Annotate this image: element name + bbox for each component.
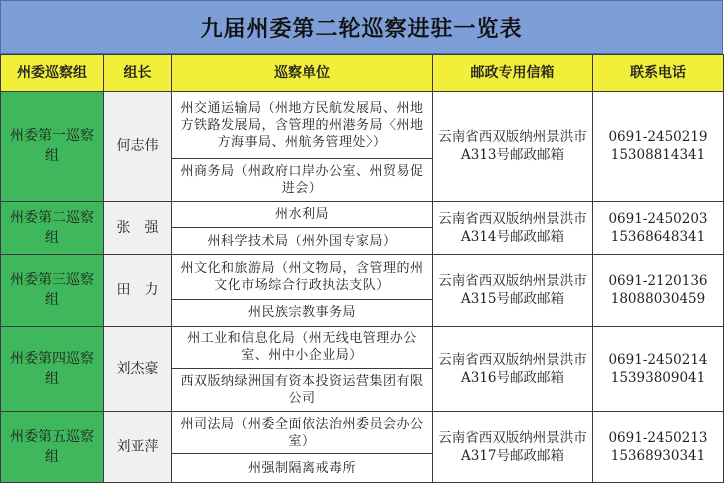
office-phone: 0691-2450214 (608, 351, 708, 368)
table-row (1, 201, 724, 227)
office-phone: 0691-2450203 (608, 211, 708, 228)
mobile-phone: 15393809041 (610, 369, 706, 386)
phone-cell (593, 411, 724, 482)
mailbox-cell: 云南省西双版纳州景洪市A313号邮政邮箱 (433, 92, 593, 202)
phone-cell (593, 201, 724, 255)
inspection-table (0, 54, 724, 483)
mobile-phone: 18088030459 (610, 291, 706, 308)
table-row (1, 92, 724, 159)
page-title: 九届州委第二轮巡察进驻一览表 (0, 0, 723, 54)
group-cell: 州委第二巡察组 (1, 201, 104, 255)
unit-cell: 州文化和旅游局（州文物局，含管理的州文化市场综合行政执法支队） (172, 255, 433, 300)
mobile-phone: 15368930341 (610, 447, 706, 464)
group-cell: 州委第三巡察组 (1, 255, 104, 326)
leader-cell: 田 力 (104, 255, 172, 326)
unit-cell: 州商务局（州政府口岸办公室、州贸易促进会） (172, 159, 433, 202)
unit-cell: 州司法局（州委全面依法治州委员会办公室） (172, 411, 433, 454)
group-cell: 州委第四巡察组 (1, 326, 104, 411)
phone-cell (593, 255, 724, 326)
unit-cell: 州交通运输局（州地方民航发展局、州地方铁路发展局，含管理的州港务局〈州地方海事局、州航务管理处〉） (172, 92, 433, 159)
unit-cell: 州民族宗教事务局 (172, 300, 433, 326)
leader-cell: 刘亚萍 (104, 411, 172, 482)
header-leader: 组长 (104, 55, 172, 92)
unit-cell: 西双版纳绿洲国有资本投资运营集团有限公司 (172, 369, 433, 412)
unit-cell: 州工业和信息化局（州无线电管理办公室、州中小企业局） (172, 326, 433, 369)
table-row (1, 326, 724, 369)
office-phone: 0691-2450213 (608, 429, 708, 446)
office-phone: 0691-2450219 (608, 129, 708, 146)
mailbox-cell: 云南省西双版纳州景洪市A314号邮政邮箱 (433, 201, 593, 255)
leader-cell: 刘杰豪 (104, 326, 172, 411)
mailbox-cell: 云南省西双版纳州景洪市A317号邮政邮箱 (433, 411, 593, 482)
mailbox-cell: 云南省西双版纳州景洪市A315号邮政邮箱 (433, 255, 593, 326)
mobile-phone: 15308814341 (610, 147, 706, 164)
header-group: 州委巡察组 (1, 55, 104, 92)
header-mailbox: 邮政专用信箱 (433, 55, 593, 92)
group-cell: 州委第五巡察组 (1, 411, 104, 482)
header-row (1, 55, 724, 92)
unit-cell: 州水利局 (172, 201, 433, 227)
header-unit: 巡察单位 (172, 55, 433, 92)
unit-cell: 州强制隔离戒毒所 (172, 454, 433, 483)
mobile-phone: 15368648341 (610, 229, 706, 246)
group-cell: 州委第一巡察组 (1, 92, 104, 202)
phone-cell (593, 326, 724, 411)
office-phone: 0691-2120136 (608, 273, 708, 290)
unit-cell: 州科学技术局（州外国专家局） (172, 228, 433, 255)
leader-cell: 何志伟 (104, 92, 172, 202)
leader-cell: 张 强 (104, 201, 172, 255)
table-row (1, 255, 724, 300)
table-row (1, 411, 724, 454)
phone-cell (593, 92, 724, 202)
mailbox-cell: 云南省西双版纳州景洪市A316号邮政邮箱 (433, 326, 593, 411)
header-phone: 联系电话 (593, 55, 724, 92)
